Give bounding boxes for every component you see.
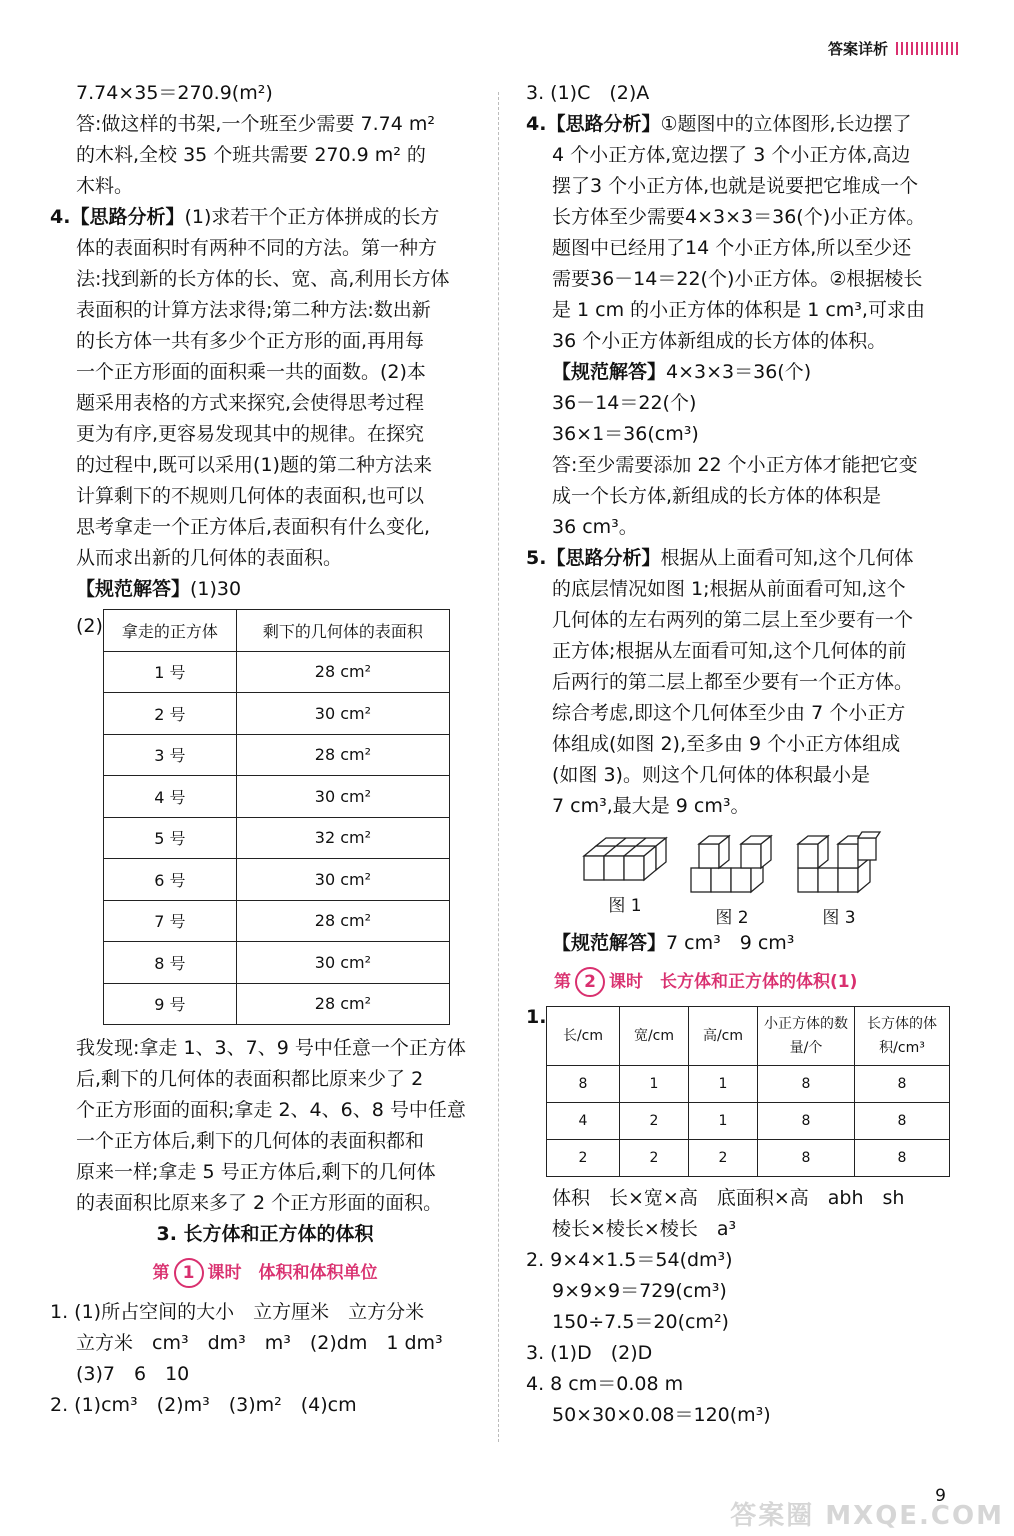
page-number: 9 [935,1486,946,1506]
lesson-number-badge: 2 [575,967,605,997]
text-line: 体的表面积时有两种不同的方法。第一种方 [76,237,438,259]
text-line: (如图 3)。则这个几何体的体积最小是 [552,764,870,786]
cell: 1 [689,1103,758,1140]
text-line: 体组成(如图 2),至多由 9 个小正方体组成 [552,733,901,755]
figure-1 [582,828,668,928]
table-row [103,983,449,1025]
watermark-logo: 答案圈 MXQE.COM [730,1501,1004,1531]
analysis-tag: 【思路分析】 [546,113,661,135]
cell: 2 [620,1140,689,1177]
table-header: 拿走的正方体 [103,610,236,652]
header-title: 答案详析 [827,40,888,58]
table-header: 剩下的几何体的表面积 [236,610,449,652]
text-line: 个正方形面的面积;拿走 2、4、6、8 号中任意 [76,1099,466,1121]
question-4 [526,109,956,140]
cell: 8 [758,1140,855,1177]
table-row [103,734,449,776]
text-line: 1. (1)所占空间的大小 立方厘米 立方分米 [50,1301,425,1323]
answer-text: 7 cm³ 9 cm³ [666,932,795,954]
text-line: 一个正方体后,剩下的几何体的表面积都和 [76,1130,425,1152]
text-line: 3. (1)C (2)A [526,82,650,104]
table-row [103,651,449,693]
cell: 8 [855,1103,950,1140]
text-line: 几何体的左右两列的第二层上至少要有一个 [552,609,914,631]
cube-figure-2-image [689,828,775,898]
text-line: 棱长×棱长×棱长 a³ [552,1218,737,1240]
text-line: 木料。 [76,175,134,197]
analysis-tag: 【思路分析】 [546,547,661,569]
text-line: 我发现:拿走 1、3、7、9 号中任意一个正方体 [76,1037,466,1059]
answer-line [526,357,956,388]
cell: 8 [758,1066,855,1103]
section-title: 3. 长方体和正方体的体积 [156,1223,374,1245]
figure-2 [689,828,775,928]
cell: 1 [620,1066,689,1103]
text-line: 50×30×0.08＝120(m³) [552,1404,771,1426]
cell: 8 [855,1066,950,1103]
cube-figure-1-image [582,828,668,886]
right-column [526,78,956,1431]
question-number: 4. [50,206,71,228]
cell: 2 号 [103,693,236,735]
text-line: 更为有序,更容易发现其中的规律。在探究 [76,423,425,445]
table-row [103,942,449,984]
cell: 7 号 [103,900,236,942]
cell: 28 cm² [236,983,449,1025]
table-row [103,817,449,859]
table-row [103,693,449,735]
table-header: 长/cm [547,1007,620,1066]
page-header [828,38,958,59]
cell: 9 号 [103,983,236,1025]
cell: 32 cm² [236,817,449,859]
cell: 4 [547,1103,620,1140]
text: ①题图中的立体图形,长边摆了 [660,113,912,135]
text-line: 法:找到新的长方体的长、宽、高,利用长方体 [76,268,450,290]
cell: 2 [620,1103,689,1140]
answer-tag: 【规范解答】 [552,932,667,954]
header-stripes-icon [896,42,958,55]
cell: 28 cm² [236,651,449,693]
text-line: 表面积的计算方法求得;第二种方法:数出新 [76,299,431,321]
figure-3 [796,828,882,928]
lesson-prefix: 第 [554,972,571,992]
text-line: 的表面积比原来多了 2 个正方形面的面积。 [76,1192,443,1214]
answer-line [50,574,480,605]
text-line: 4. 8 cm＝0.08 m [526,1373,684,1395]
cell: 30 cm² [236,693,449,735]
table-header: 长方体的体积/cm³ [855,1007,950,1066]
answer-text: (1)30 [190,578,242,600]
question-5 [526,543,956,574]
table-row [547,1066,950,1103]
table-header: 小正方体的数量/个 [758,1007,855,1066]
cell: 2 [689,1140,758,1177]
figure-caption: 图 2 [715,908,749,928]
text-line: 题采用表格的方式来探究,会使得思考过程 [76,392,425,414]
cell: 8 [547,1066,620,1103]
answer-tag: 【规范解答】 [76,578,191,600]
answer-tag: 【规范解答】 [552,361,667,383]
text-line: 计算剩下的不规则几何体的表面积,也可以 [76,485,425,507]
left-column [50,78,480,1421]
figure-caption: 图 3 [822,908,856,928]
lesson-prefix: 第 [152,1263,170,1283]
table-row [103,859,449,901]
lesson-name: 课时 长方体和正方体的体积(1) [609,972,858,992]
text-line: 长方体至少需要4×3×3＝36(个)小正方体。 [552,206,926,228]
cell: 30 cm² [236,942,449,984]
cell: 2 [547,1140,620,1177]
table-row [547,1140,950,1177]
analysis-tag: 【思路分析】 [70,206,185,228]
cell: 4 号 [103,776,236,818]
text-line: 3. (1)D (2)D [526,1342,653,1364]
cell: 1 号 [103,651,236,693]
text-line: 一个正方形面的面积乘一共的面数。(2)本 [76,361,426,383]
text-line: 36 cm³。 [552,516,638,538]
cube-figures [582,828,882,928]
text-line: 后,剩下的几何体的表面积都比原来少了 2 [76,1068,424,1090]
cell: 8 号 [103,942,236,984]
table-row [103,900,449,942]
cell: 1 [689,1066,758,1103]
table-header: 宽/cm [620,1007,689,1066]
text-line: 的长方体一共有多少个正方形的面,再用每 [76,330,425,352]
text-line: 需要36－14＝22(个)小正方体。②根据棱长 [552,268,923,290]
column-divider [498,92,499,1442]
cube-figure-3-image [796,828,882,898]
surface-area-table [103,609,450,1025]
text-line: 后两行的第二层上都至少要有一个正方体。 [552,671,914,693]
text-line: 从而求出新的几何体的表面积。 [76,547,343,569]
cell: 28 cm² [236,900,449,942]
figure-caption: 图 1 [608,896,642,916]
answer-line [526,928,956,959]
volume-table [546,1006,950,1177]
text: 根据从上面看可知,这个几何体 [660,547,914,569]
text-line: 7 cm³,最大是 9 cm³。 [552,795,750,817]
question-number: 4. [526,113,547,135]
text-line: 思考拿走一个正方体后,表面积有什么变化, [76,516,431,538]
question-4 [50,202,480,233]
text-line: 题图中已经用了14 个小正方体,所以至少还 [552,237,912,259]
text-line: 立方米 cm³ dm³ m³ (2)dm 1 dm³ [76,1332,443,1354]
text-line: 9×9×9＝729(cm³) [552,1280,727,1302]
text-line: 4 个小正方体,宽边摆了 3 个小正方体,高边 [552,144,911,166]
text-line: 的底层情况如图 1;根据从前面看可知,这个 [552,578,906,600]
text-line: 36－14＝22(个) [552,392,697,414]
table-row [103,776,449,818]
question-number: 5. [526,547,547,569]
table-header: 高/cm [689,1007,758,1066]
answer-text: 4×3×3＝36(个) [666,361,812,383]
cell: 28 cm² [236,734,449,776]
sub-question: (2) [76,615,103,637]
answer-table-block [50,609,480,1025]
question-number: 1. [526,1006,547,1028]
text-line: 成一个长方体,新组成的长方体的体积是 [552,485,882,507]
text-line: 答:至少需要添加 22 个小正方体才能把它变 [552,454,918,476]
lesson-number-badge: 1 [174,1258,204,1288]
cell: 30 cm² [236,859,449,901]
lesson-title [50,1258,480,1289]
cell: 3 号 [103,734,236,776]
text-line: 2. (1)cm³ (2)m³ (3)m² (4)cm [50,1394,357,1416]
text-line: 是 1 cm 的小正方体的体积是 1 cm³,可求由 [552,299,925,321]
lesson-title [554,967,956,998]
text-line: 体积 长×宽×高 底面积×高 abh sh [552,1187,905,1209]
text-line: 的木料,全校 35 个班共需要 270.9 m² 的 [76,144,426,166]
text-line: 150÷7.5＝20(cm²) [552,1311,729,1333]
text-line: (3)7 6 10 [76,1363,190,1385]
lesson-name: 课时 体积和体积单位 [207,1263,378,1283]
cell: 6 号 [103,859,236,901]
text-line: 的过程中,既可以采用(1)题的第二种方法来 [76,454,432,476]
text-line: 原来一样;拿走 5 号正方体后,剩下的几何体 [76,1161,436,1183]
text-line: 7.74×35＝270.9(m²) [76,82,273,104]
cell: 8 [758,1103,855,1140]
cell: 8 [855,1140,950,1177]
text-line: 2. 9×4×1.5＝54(dm³) [526,1249,733,1271]
cell: 5 号 [103,817,236,859]
text-line: 正方体;根据从左面看可知,这个几何体的前 [552,640,907,662]
text-line: 综合考虑,即这个几何体至少由 7 个小正方 [552,702,906,724]
text: (1)求若干个正方体拼成的长方 [184,206,440,228]
table-row [547,1103,950,1140]
text-line: 答:做这样的书架,一个班至少需要 7.74 m² [76,113,435,135]
text-line: 36×1＝36(cm³) [552,423,699,445]
text-line: 36 个小正方体新组成的长方体的体积。 [552,330,887,352]
question-1-block [526,1006,956,1177]
cell: 30 cm² [236,776,449,818]
text-line: 摆了3 个小正方体,也就是说要把它堆成一个 [552,175,919,197]
